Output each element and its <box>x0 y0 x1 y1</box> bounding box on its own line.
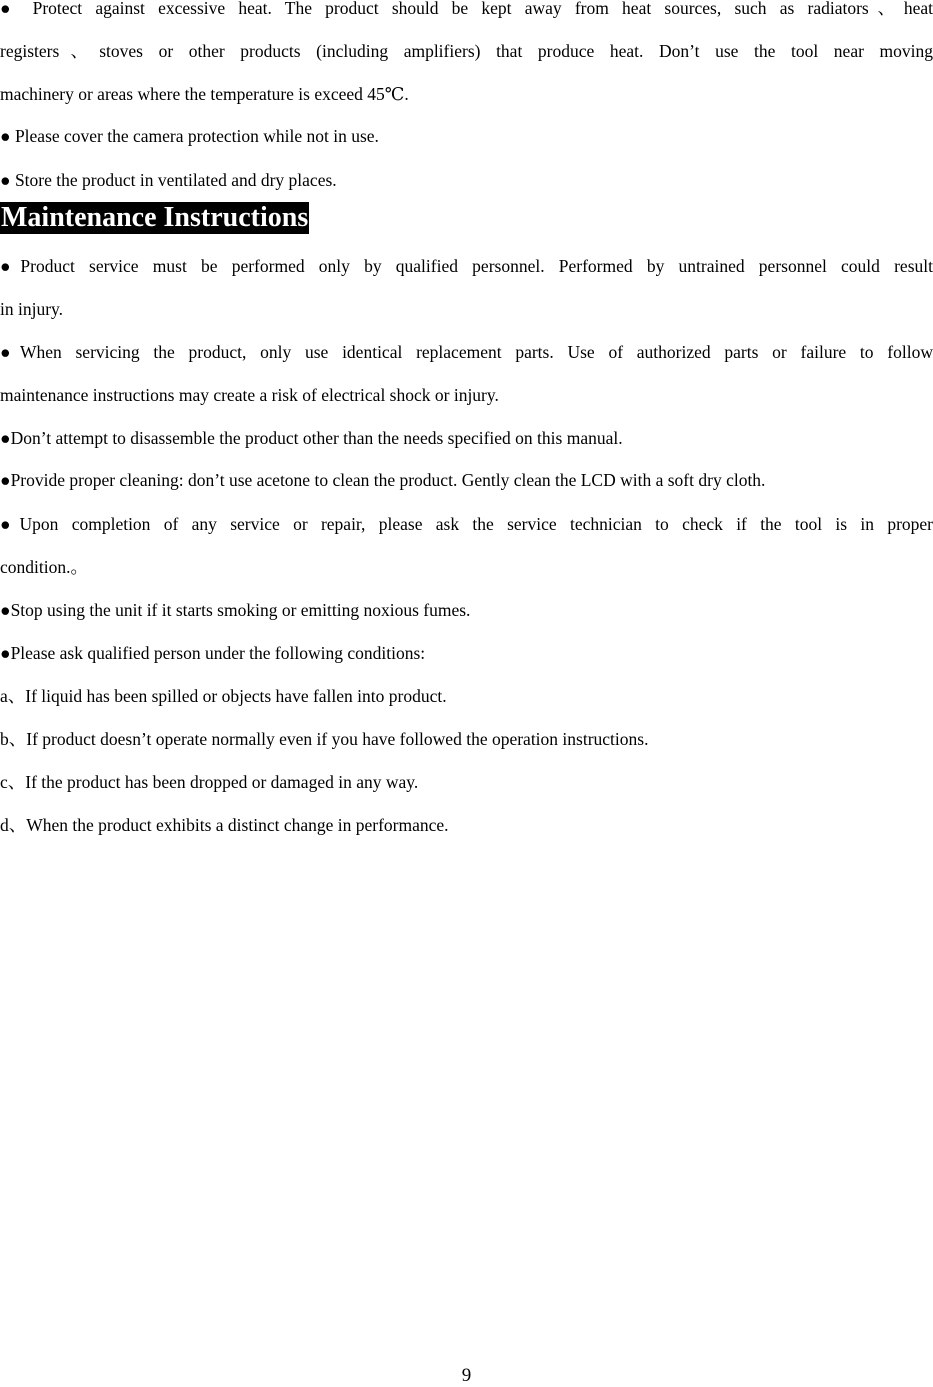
smoking-note: ●Stop using the unit if it starts smoking or emitting noxious fumes. <box>0 600 471 620</box>
completion-note-line-1: ●Upon completion of any service or repair, please ask the service technician to check if the tool is in proper <box>0 514 933 534</box>
heat-warning-line-1: ● Protect against excessive heat. The product should be kept away from heat sources, such as radiators、heat <box>0 0 933 18</box>
condition-item-a: a、If liquid has been spilled or objects have fallen into product. <box>0 686 447 706</box>
ask-qualified-note: ●Please ask qualified person under the following conditions: <box>0 643 426 663</box>
parts-note-line-1: ●When servicing the product, only use identical replacement parts. Use of authorized parts or failure to follow <box>0 342 933 362</box>
condition-item-b: b、If product doesn’t operate normally even if you have followed the operation instructions. <box>0 729 649 749</box>
maintenance-heading: Maintenance Instructions <box>1 202 309 233</box>
heat-warning-line-3: machinery or areas where the temperature is exceed 45℃. <box>0 84 409 104</box>
disassemble-note: ●Don’t attempt to disassemble the product other than the needs specified on this manual. <box>0 428 623 448</box>
storage-note: ● Store the product in ventilated and dry places. <box>0 170 337 190</box>
completion-note-line-2: condition.。 <box>0 557 88 577</box>
service-note-line-2: in injury. <box>0 299 64 319</box>
parts-note-line-2: maintenance instructions may create a risk of electrical shock or injury. <box>0 385 499 405</box>
condition-item-d: d、When the product exhibits a distinct change in performance. <box>0 815 449 835</box>
condition-item-c: c、If the product has been dropped or damaged in any way. <box>0 772 419 792</box>
page-number: 9 <box>461 1365 472 1386</box>
service-note-line-1: ●Product service must be performed only by qualified personnel. Performed by untrained personnel could result <box>0 256 933 276</box>
camera-protection-note: ● Please cover the camera protection while not in use. <box>0 126 379 146</box>
cleaning-note: ●Provide proper cleaning: don’t use acetone to clean the product. Gently clean the LCD with a soft dry cloth. <box>0 470 766 490</box>
heat-warning-line-2: registers、stoves or other products (including amplifiers) that produce heat. Don’t use the tool near moving <box>0 41 933 61</box>
